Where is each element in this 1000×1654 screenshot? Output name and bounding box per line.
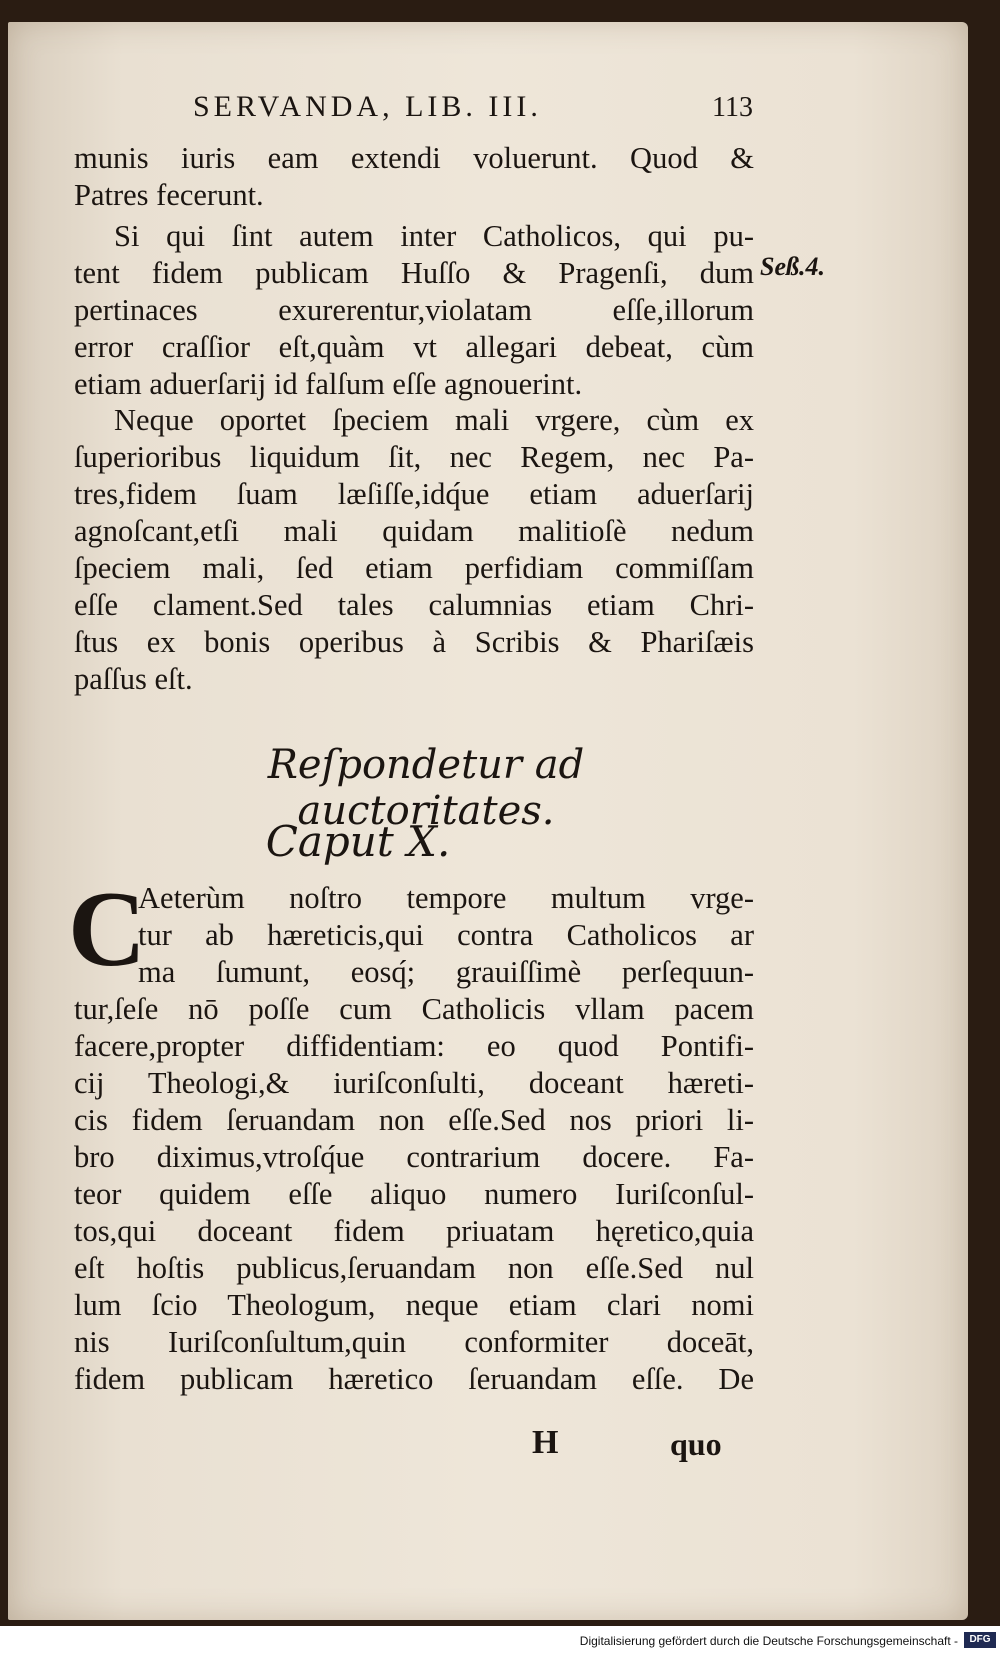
- text-line: cis fidem ſeruandam non eſſe.Sed nos priori li-: [74, 1103, 754, 1137]
- text-line: cij Theologi,& iuriſconſulti, doceant hæreti-: [74, 1066, 754, 1100]
- running-title: SERVANDA, LIB. III.: [193, 90, 542, 123]
- text-line: paſſus eſt.: [74, 662, 193, 696]
- footer-bar: [0, 1626, 1000, 1654]
- text-line: lum ſcio Theologum, neque etiam clari nomi: [74, 1288, 754, 1322]
- text-line: error craſſior eſt,quàm vt allegari debeat, cùm: [74, 330, 754, 364]
- text-line: teor quidem eſſe aliquo numero Iuriſconſul-: [74, 1177, 754, 1211]
- text-line: Neque oportet ſpeciem mali vrgere, cùm ex: [114, 403, 754, 437]
- running-header: [193, 90, 753, 124]
- paragraph-3: [74, 402, 754, 698]
- dfg-logo: DFG: [964, 1632, 996, 1648]
- text-line: ſtus ex bonis operibus à Scribis & Phariſæis: [74, 625, 754, 659]
- text-line: eſſe clament.Sed tales calumnias etiam Chri-: [74, 588, 754, 622]
- paragraph-4: [74, 880, 754, 1398]
- catchword: quo: [670, 1426, 722, 1462]
- margin-note: Seß.4.: [760, 252, 825, 281]
- drop-cap: C: [68, 870, 146, 989]
- text-line: tres,fidem ſuam læſiſſe,idq́ue etiam aduerſarij: [74, 477, 754, 511]
- text-line: tent fidem publicam Huſſo & Pragenſi, dum: [74, 256, 754, 290]
- text-line: tos,qui doceant fidem priuatam hęretico,quia: [74, 1214, 754, 1248]
- text-line: tur,ſeſe nō poſſe cum Catholicis vllam pacem: [74, 992, 754, 1026]
- book-page: [8, 22, 968, 1620]
- text-line: munis iuris eam extendi voluerunt. Quod &: [74, 141, 754, 175]
- text-line: Aeterùm noſtro tempore multum vrge-: [138, 881, 754, 915]
- paragraph-2: [74, 218, 754, 403]
- text-line: pertinaces exurerentur,violatam eſſe,illorum: [74, 293, 754, 327]
- chapter-heading: Caput X.: [265, 817, 451, 866]
- text-line: ma ſumunt, eosq́; grauiſſimè perſequun-: [138, 955, 754, 989]
- paragraph-1: [74, 140, 754, 214]
- text-line: nis Iuriſconſultum,quin conformiter doceāt,: [74, 1325, 754, 1359]
- section-heading: Reſpondetur ad auctoritates.: [267, 742, 585, 834]
- signature-mark: H: [532, 1424, 559, 1461]
- text-line: Si qui ſint autem inter Catholicos, qui pu-: [114, 219, 754, 253]
- text-line: ſpeciem mali, ſed etiam perfidiam commiſſam: [74, 551, 754, 585]
- page-number: 113: [712, 92, 753, 123]
- text-line: Patres fecerunt.: [74, 178, 264, 212]
- text-line: agnoſcant,etſi mali quidam malitioſè nedum: [74, 514, 754, 548]
- text-line: tur ab hæreticis,qui contra Catholicos ar: [138, 918, 754, 952]
- text-line: etiam aduerſarij id falſum eſſe agnouerint.: [74, 367, 583, 401]
- text-line: facere,propter diffidentiam: eo quod Pontifi-: [74, 1029, 754, 1063]
- text-line: bro diximus,vtroſq́ue contrarium docere. Fa-: [74, 1140, 754, 1174]
- funding-credit: Digitalisierung gefördert durch die Deutsche Forschungsgemeinschaft -: [579, 1634, 958, 1648]
- text-line: fidem publicam hæretico ſeruandam eſſe. De: [74, 1362, 754, 1396]
- text-line: ſuperioribus liquidum ſit, nec Regem, nec Pa-: [74, 440, 754, 474]
- text-line: eſt hoſtis publicus,ſeruandam non eſſe.Sed nul: [74, 1251, 754, 1285]
